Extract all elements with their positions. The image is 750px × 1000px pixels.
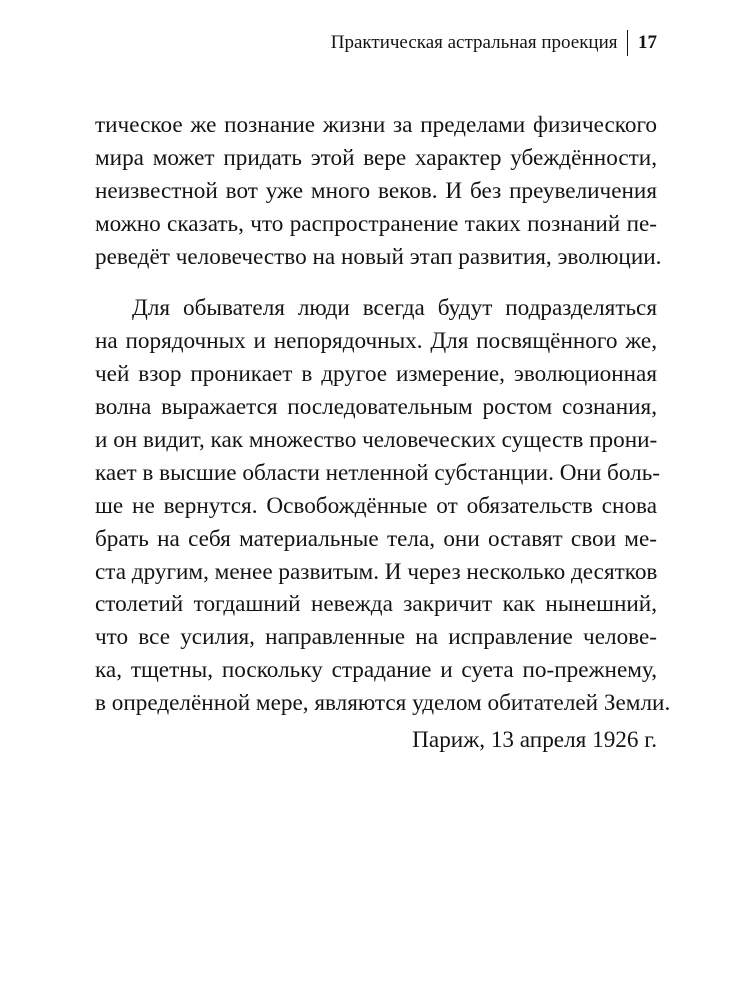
book-title: Практическая астральная проекция [330, 32, 618, 53]
text-line: кает в высшие области нетленной субстанции. Они боль- [95, 459, 661, 486]
text-line: можно сказать, что распространение таких познаний пе- [95, 210, 657, 237]
text-line: ка, тщетны, поскольку страдание и суета по-прежнему, [95, 657, 657, 684]
text-line: столетий тогдашний невежда закричит как нынешний, [95, 591, 657, 618]
text-line: Для обывателя люди всегда будут подразделяться [132, 295, 657, 322]
text-line: тическое же познание жизни за пределами физического [95, 112, 657, 138]
text-line: чей взор проникает в другое измерение, эволюционная [95, 361, 657, 388]
running-header [331, 28, 657, 58]
paragraph-spacer [95, 273, 657, 292]
text-line: и он видит, как множество человеческих существ прони- [95, 427, 658, 454]
paragraph-2 [95, 292, 671, 720]
paragraph-1 [95, 109, 662, 273]
text-line: ше не вернутся. Освобождённые от обязательств снова [95, 492, 657, 519]
text-line: в определённой мере, являются уделом обитателей Земли. [95, 690, 671, 717]
text-line: ста другим, менее развитым. И через несколько десятков [95, 558, 658, 585]
place-date-signature: Париж, 13 апреля 1926 г. [412, 727, 657, 753]
text-line: мира может придать этой вере характер убеждённости, [95, 144, 657, 171]
text-line: реведёт человечество на новый этап развития, эволюции. [95, 243, 662, 270]
text-line: волна выражается последовательным ростом сознания, [95, 394, 657, 421]
text-line: что все усилия, направленные на исправление челове- [95, 624, 657, 651]
body-text [95, 109, 671, 720]
text-line: брать на себя материальные тела, они оставят свои ме- [95, 525, 657, 552]
text-line: неизвестной вот уже много веков. И без преувеличения [95, 177, 657, 204]
header-divider [627, 30, 629, 56]
page-number: 17 [638, 32, 657, 53]
text-line: на порядочных и непорядочных. Для посвящённого же, [95, 328, 657, 355]
